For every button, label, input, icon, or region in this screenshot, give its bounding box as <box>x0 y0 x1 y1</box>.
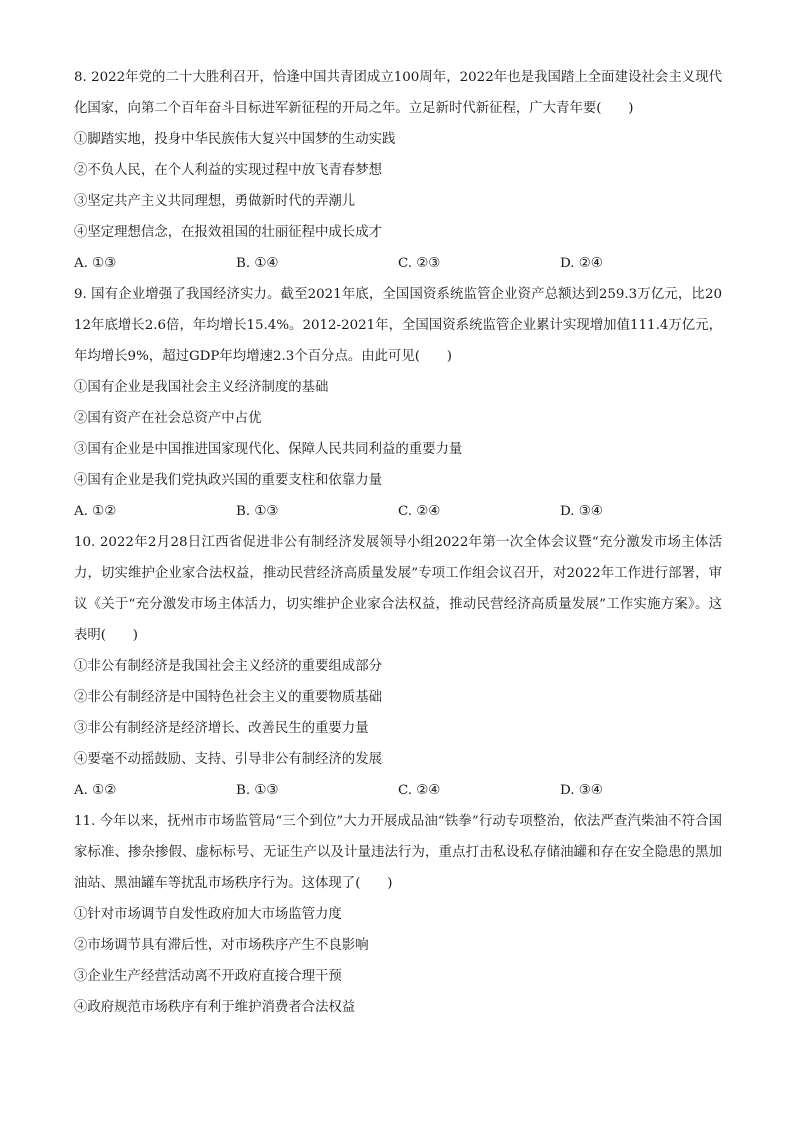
choice-b: B. ①④ <box>236 256 279 271</box>
question-10 <box>74 527 722 806</box>
exam-page <box>74 62 722 1023</box>
choice-d: D. ③④ <box>560 504 603 519</box>
option-statement: ③企业生产经营活动离不开政府直接合理干预 <box>74 969 342 984</box>
option-statement: ①国有企业是我国社会主义经济制度的基础 <box>74 380 329 395</box>
answer-choices <box>74 496 722 527</box>
option-statement: ④坚定理想信念，在报效祖国的壮丽征程中成长成才 <box>74 225 382 240</box>
option-statement: ③坚定共产主义共同理想，勇做新时代的弄潮儿 <box>74 194 356 209</box>
question-stem: 10. 2022年2月28日江西省促进非公有制经济发展领导小组2022年第一次全体会议暨“充分激发市场主体活力，切实维护企业家合法权益，推动民营经济高质量发展”专项工作组会议召开，对2022年工作进行部署，审议《关于“充分激发市场主体活力，切实维护企业家合法权益，推动民营经济高质量发展”工作实施方案》。这表明( ) <box>74 535 722 643</box>
choice-c: C. ②④ <box>398 504 441 519</box>
choice-d: D. ②④ <box>560 256 603 271</box>
option-statement: ④政府规范市场秩序有利于维护消费者合法权益 <box>74 1000 356 1015</box>
question-stem: 8. 2022年党的二十大胜利召开，恰逢中国共青团成立100周年，2022年也是我国踏上全面建设社会主义现代化国家，向第二个百年奋斗目标进军新征程的开局之年。立足新时代新征程，广大青年要( ) <box>74 70 722 116</box>
choice-d: D. ③④ <box>560 783 603 798</box>
answer-choices <box>74 775 722 806</box>
choice-b: B. ①③ <box>236 783 279 798</box>
question-9 <box>74 279 722 527</box>
option-statement: ①针对市场调节自发性政府加大市场监管力度 <box>74 907 342 922</box>
option-statement: ④要毫不动摇鼓励、支持、引导非公有制经济的发展 <box>74 752 382 767</box>
option-statement: ②非公有制经济是中国特色社会主义的重要物质基础 <box>74 690 382 705</box>
option-statement: ②不负人民，在个人利益的实现过程中放飞青春梦想 <box>74 163 382 178</box>
choice-b: B. ①③ <box>236 504 279 519</box>
choice-a: A. ①② <box>74 504 117 519</box>
option-statement: ②国有资产在社会总资产中占优 <box>74 411 262 426</box>
question-8 <box>74 62 722 279</box>
choice-c: C. ②④ <box>398 783 441 798</box>
choice-a: A. ①③ <box>74 256 117 271</box>
option-statement: ①非公有制经济是我国社会主义经济的重要组成部分 <box>74 659 382 674</box>
answer-choices <box>74 248 722 279</box>
choice-c: C. ②③ <box>398 256 441 271</box>
option-statement: ①脚踏实地，投身中华民族伟大复兴中国梦的生动实践 <box>74 132 396 147</box>
question-11 <box>74 806 722 1023</box>
option-statement: ②市场调节具有滞后性，对市场秩序产生不良影响 <box>74 938 369 953</box>
question-stem: 11. 今年以来，抚州市市场监管局“三个到位”大力开展成品油“铁拳”行动专项整治，依法严查汽柴油不符合国家标准、掺杂掺假、虚标标号、无证生产以及计量违法行为，重点打击私设私存储油罐和存在安全隐患的黑加油站、黑油罐车等扰乱市场秩序行为。这体现了( ) <box>74 814 722 891</box>
question-stem: 9. 国有企业增强了我国经济实力。截至2021年底，全国国资系统监管企业资产总额达到259.3万亿元，比2012年底增长2.6倍，年均增长15.4%。2012-2021年，全国国资系统监管企业累计实现增加值111.4万亿元，年均增长9%，超过GDP年均增速2.3个百分点。由此可见( ) <box>74 287 722 364</box>
option-statement: ③非公有制经济是经济增长、改善民生的重要力量 <box>74 721 369 736</box>
option-statement: ④国有企业是我们党执政兴国的重要支柱和依靠力量 <box>74 473 382 488</box>
choice-a: A. ①② <box>74 783 117 798</box>
option-statement: ③国有企业是中国推进国家现代化、保障人民共同利益的重要力量 <box>74 442 463 457</box>
